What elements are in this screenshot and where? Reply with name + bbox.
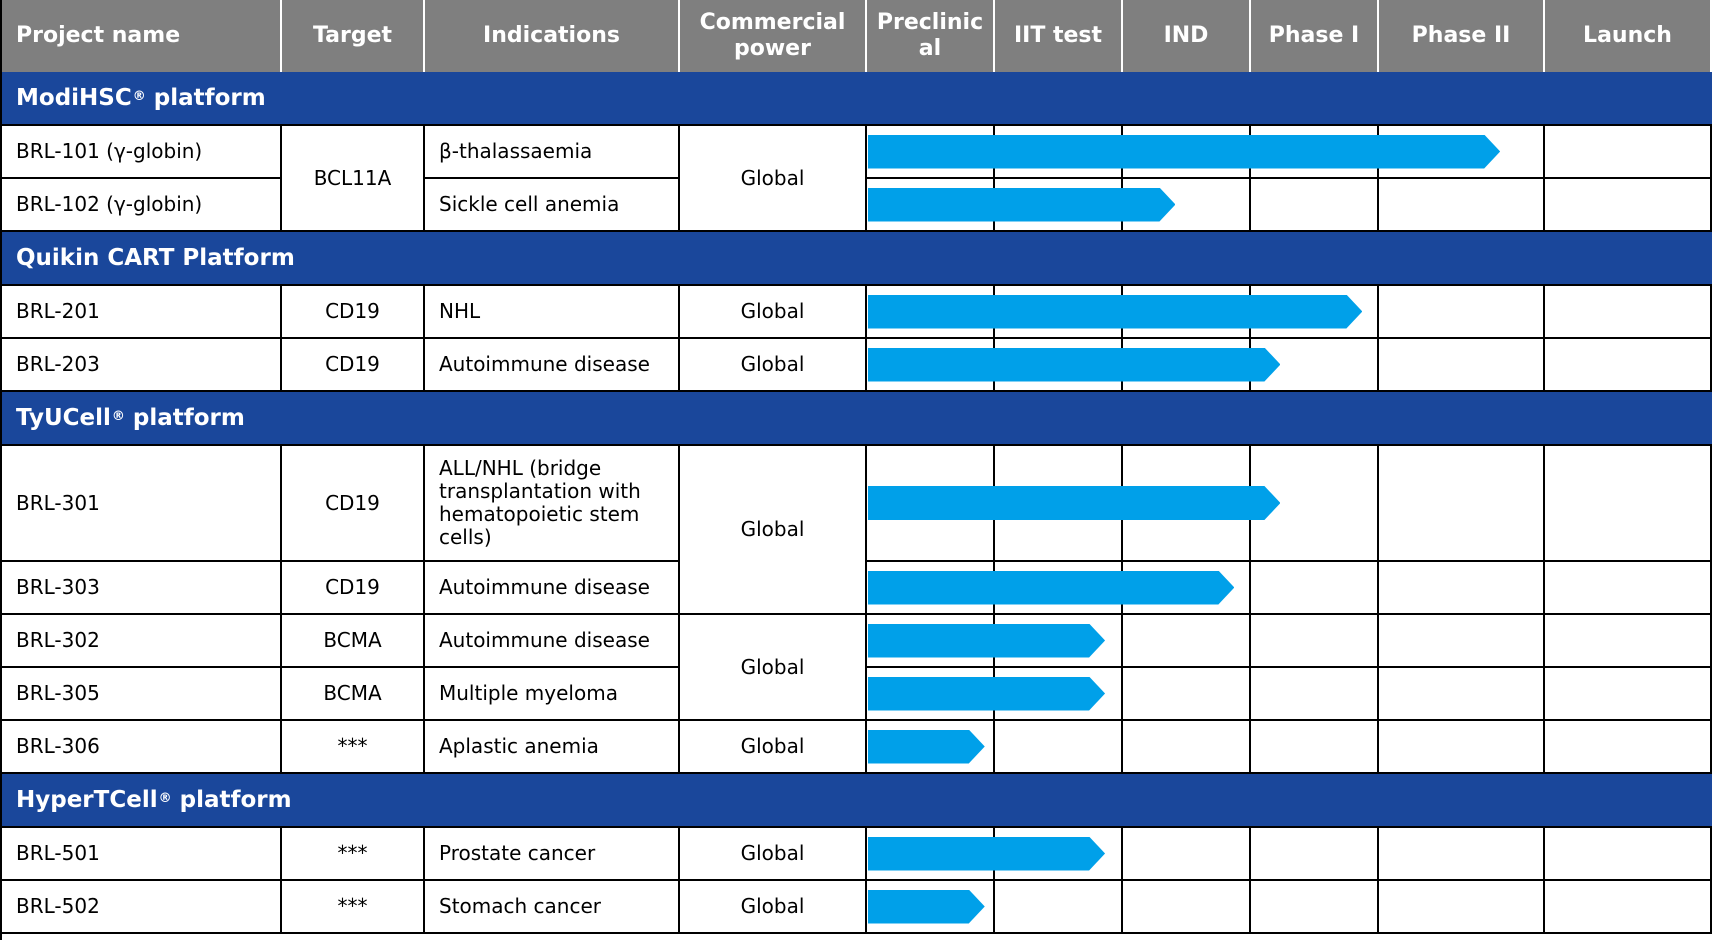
stage-cell <box>1379 721 1545 774</box>
project-name: BRL-203 <box>0 339 282 392</box>
section-header <box>0 72 1712 126</box>
stage-cell <box>1545 562 1712 615</box>
target-cell: CD19 <box>282 446 425 562</box>
section-name: Quikin CART Platform <box>16 245 295 271</box>
progress-arrow <box>868 348 1280 382</box>
stage-cell <box>1545 446 1712 562</box>
commercial-cell: Global <box>680 615 867 721</box>
target-cell: *** <box>282 721 425 774</box>
commercial-cell: Global <box>680 828 867 881</box>
stage-cell <box>1251 881 1379 934</box>
header-ind: IND <box>1123 0 1251 72</box>
header-commercial-power: Commercial power <box>680 0 867 72</box>
registered-mark: ® <box>132 88 146 104</box>
stage-cell <box>1123 615 1251 668</box>
target-cell: CD19 <box>282 562 425 615</box>
progress-arrow <box>868 188 1175 222</box>
target-cell: CD19 <box>282 286 425 339</box>
project-name: BRL-303 <box>0 562 282 615</box>
stage-cell <box>1545 179 1712 232</box>
project-name: BRL-306 <box>0 721 282 774</box>
commercial-cell: Global <box>680 721 867 774</box>
header-launch: Launch <box>1545 0 1712 72</box>
stage-cell <box>1545 339 1712 392</box>
stage-cell <box>1545 668 1712 721</box>
progress-arrow <box>868 890 985 924</box>
target-cell: *** <box>282 881 425 934</box>
stage-cell <box>1123 721 1251 774</box>
stage-cell <box>1379 339 1545 392</box>
section-name: TyUCell <box>16 405 111 431</box>
stage-cell <box>1379 562 1545 615</box>
stage-cell <box>995 721 1123 774</box>
project-name: BRL-502 <box>0 881 282 934</box>
indication-cell: Autoimmune disease <box>425 562 680 615</box>
stage-cell <box>1123 828 1251 881</box>
progress-arrow <box>868 624 1105 658</box>
stage-cell <box>1545 828 1712 881</box>
stage-cell <box>1545 286 1712 339</box>
section-suffix: platform <box>171 787 292 813</box>
registered-mark: ® <box>111 408 125 424</box>
indication-cell: Sickle cell anemia <box>425 179 680 232</box>
target-cell: BCMA <box>282 615 425 668</box>
target-cell: BCL11A <box>282 126 425 232</box>
indication-cell: Stomach cancer <box>425 881 680 934</box>
commercial-cell: Global <box>680 339 867 392</box>
project-name: BRL-301 <box>0 446 282 562</box>
project-name: BRL-302 <box>0 615 282 668</box>
stage-cell <box>1251 179 1379 232</box>
indication-cell: Prostate cancer <box>425 828 680 881</box>
stage-cell <box>1123 881 1251 934</box>
target-cell: CD19 <box>282 339 425 392</box>
section-name: ModiHSC <box>16 85 132 111</box>
header-phase-ii: Phase II <box>1379 0 1545 72</box>
indication-cell: Autoimmune disease <box>425 615 680 668</box>
project-name: BRL-305 <box>0 668 282 721</box>
registered-mark: ® <box>158 790 172 806</box>
stage-cell <box>1251 668 1379 721</box>
stage-cell <box>1379 615 1545 668</box>
indication-cell: Autoimmune disease <box>425 339 680 392</box>
stage-cell <box>1379 179 1545 232</box>
stage-cell <box>1251 828 1379 881</box>
header-target: Target <box>282 0 425 72</box>
header-preclinical: Preclinic al <box>867 0 995 72</box>
stage-cell <box>1251 615 1379 668</box>
indication-cell: Multiple myeloma <box>425 668 680 721</box>
section-header <box>0 232 1712 286</box>
stage-cell <box>1545 881 1712 934</box>
indication-cell: ALL/NHL (bridge transplantation with hematopoietic stem cells) <box>425 446 680 562</box>
header-indications: Indications <box>425 0 680 72</box>
stage-cell <box>1123 668 1251 721</box>
target-cell: *** <box>282 828 425 881</box>
indication-cell: NHL <box>425 286 680 339</box>
progress-arrow <box>868 837 1105 871</box>
target-cell: BCMA <box>282 668 425 721</box>
stage-cell <box>1379 668 1545 721</box>
stage-cell <box>1379 286 1545 339</box>
header-project-name: Project name <box>0 0 282 72</box>
stage-cell <box>1379 881 1545 934</box>
commercial-cell: Global <box>680 286 867 339</box>
header-phase-i: Phase I <box>1251 0 1379 72</box>
section-name: HyperTCell <box>16 787 158 813</box>
project-name: BRL-101 (γ-globin) <box>0 126 282 179</box>
stage-cell <box>1545 615 1712 668</box>
stage-cell <box>995 881 1123 934</box>
section-suffix: platform <box>145 85 266 111</box>
stage-cell <box>1379 828 1545 881</box>
progress-arrow <box>868 486 1280 520</box>
project-name: BRL-102 (γ-globin) <box>0 179 282 232</box>
section-suffix: platform <box>124 405 245 431</box>
stage-cell <box>1251 562 1379 615</box>
stage-cell <box>1379 446 1545 562</box>
progress-arrow <box>868 571 1234 605</box>
indication-cell: β-thalassaemia <box>425 126 680 179</box>
commercial-cell: Global <box>680 881 867 934</box>
progress-arrow <box>868 730 985 764</box>
stage-cell <box>1545 721 1712 774</box>
progress-arrow <box>868 295 1362 329</box>
project-name: BRL-201 <box>0 286 282 339</box>
section-header <box>0 774 1712 828</box>
commercial-cell: Global <box>680 446 867 615</box>
project-name: BRL-501 <box>0 828 282 881</box>
progress-arrow <box>868 677 1105 711</box>
stage-cell <box>1545 126 1712 179</box>
section-header <box>0 392 1712 446</box>
stage-cell <box>1251 721 1379 774</box>
progress-arrow <box>868 135 1500 169</box>
commercial-cell: Global <box>680 126 867 232</box>
header-iit-test: IIT test <box>995 0 1123 72</box>
indication-cell: Aplastic anemia <box>425 721 680 774</box>
